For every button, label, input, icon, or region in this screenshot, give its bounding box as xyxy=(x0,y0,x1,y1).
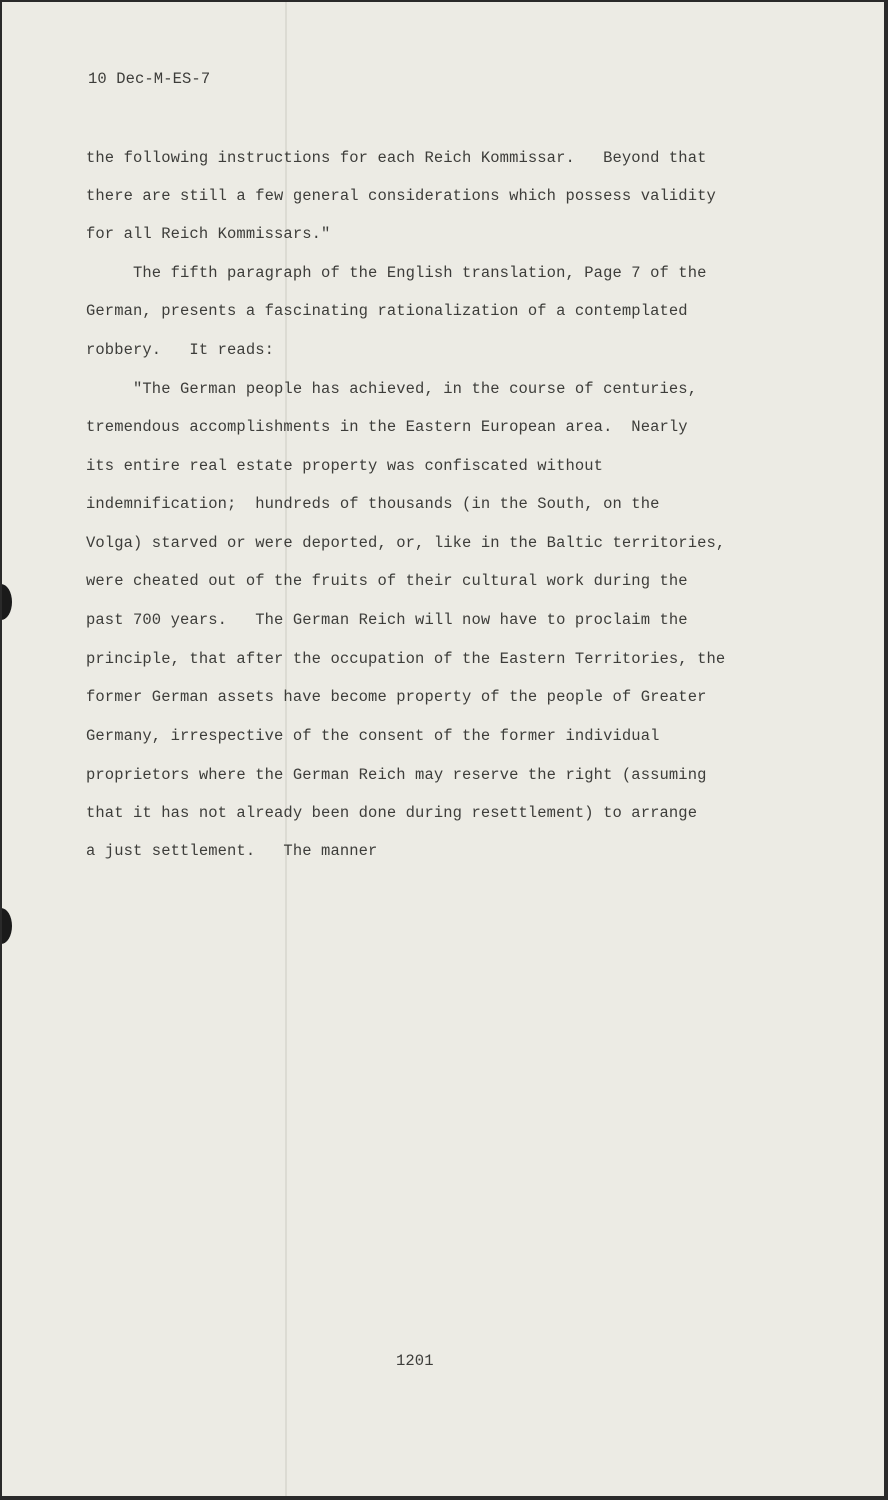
body-line: a just settlement. The manner xyxy=(86,842,378,860)
body-line: for all Reich Kommissars." xyxy=(86,225,331,243)
header-code: 10 Dec-M-ES-7 xyxy=(88,70,211,88)
body-line: tremendous accomplishments in the Eastern European area. Nearly xyxy=(86,418,688,436)
body-line: that it has not already been done during resettlement) to arrange xyxy=(86,804,698,822)
document-page xyxy=(2,2,884,1496)
punch-hole-upper xyxy=(2,584,12,620)
body-line: "The German people has achieved, in the course of centuries, xyxy=(86,380,698,398)
body-line: The fifth paragraph of the English translation, Page 7 of the xyxy=(86,264,707,282)
page-number: 1201 xyxy=(396,1352,434,1370)
punch-hole-lower xyxy=(2,908,12,944)
body-line: Volga) starved or were deported, or, like in the Baltic territories, xyxy=(86,534,726,552)
body-line: proprietors where the German Reich may reserve the right (assuming xyxy=(86,766,707,784)
body-line: were cheated out of the fruits of their cultural work during the xyxy=(86,572,688,590)
body-line: its entire real estate property was confiscated without xyxy=(86,457,604,475)
body-line: principle, that after the occupation of the Eastern Territories, the xyxy=(86,650,726,668)
body-line: there are still a few general considerations which possess validity xyxy=(86,187,716,205)
body-line: former German assets have become property of the people of Greater xyxy=(86,688,707,706)
body-line: robbery. It reads: xyxy=(86,341,275,359)
body-line: indemnification; hundreds of thousands (in the South, on the xyxy=(86,495,660,513)
body-line: Germany, irrespective of the consent of the former individual xyxy=(86,727,660,745)
body-line: past 700 years. The German Reich will now have to proclaim the xyxy=(86,611,688,629)
body-line: the following instructions for each Reich Kommissar. Beyond that xyxy=(86,149,707,167)
body-line: German, presents a fascinating rationalization of a contemplated xyxy=(86,302,688,320)
